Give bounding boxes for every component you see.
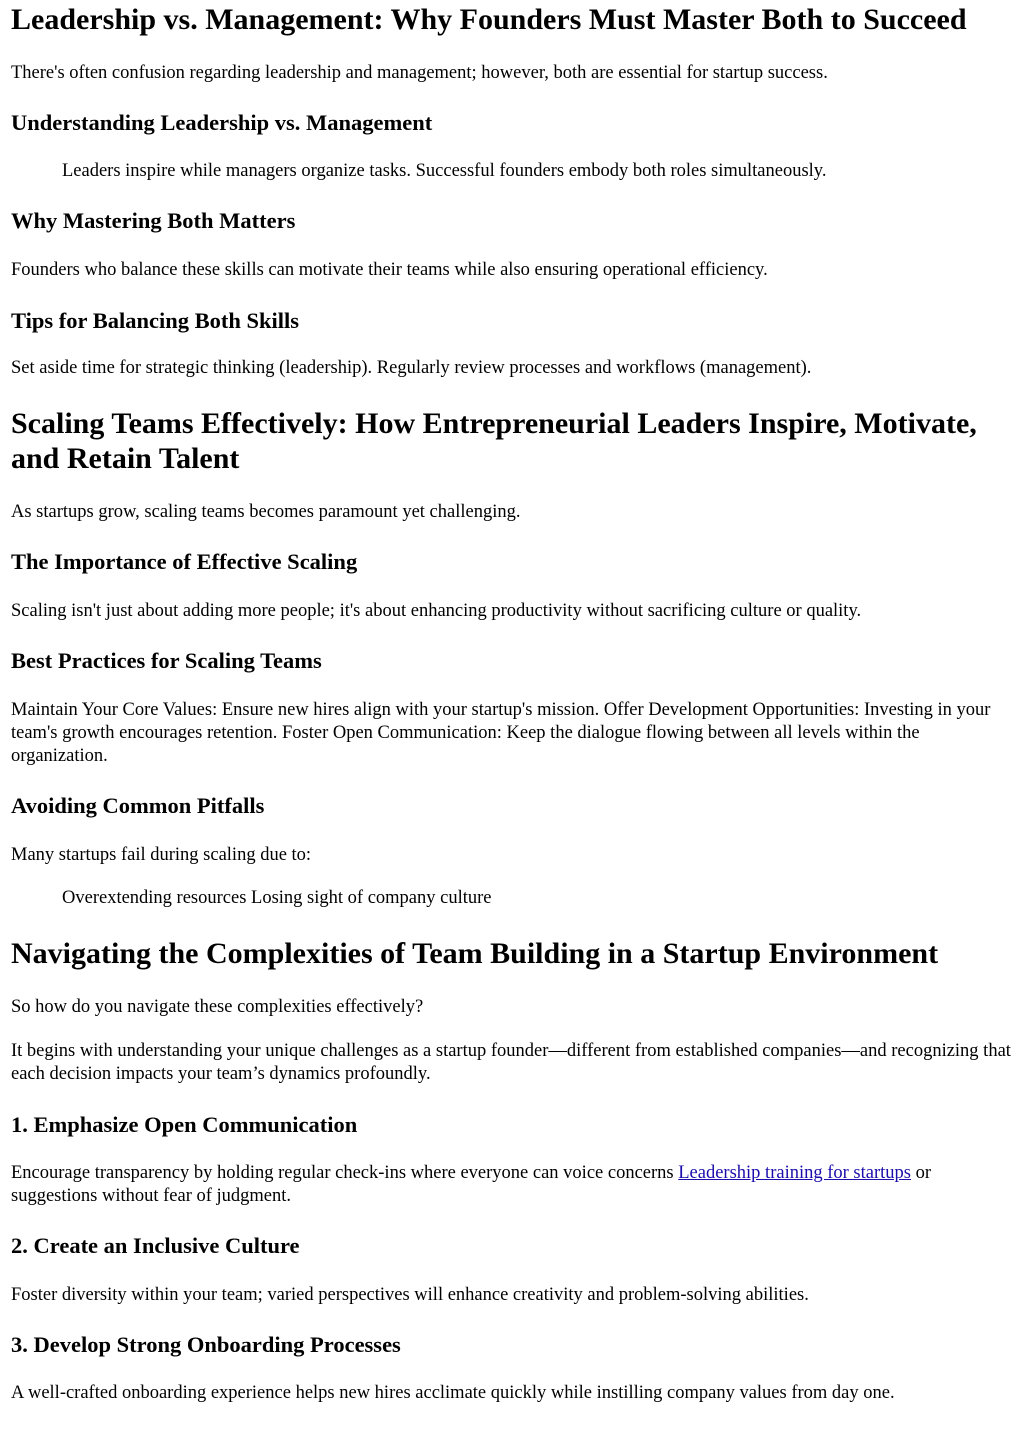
paragraph-text-after-link: or suggestions without fear of judgment. — [11, 1163, 932, 1206]
paragraph-scaling-intro: As startups grow, scaling teams becomes paramount yet challenging. — [11, 502, 521, 522]
paragraph-onboarding: A well-crafted onboarding experience helps new hires acclimate quickly while instilling company values from day one. — [11, 1383, 895, 1403]
leadership-training-link[interactable]: Leadership training for startups — [678, 1163, 911, 1183]
subheading-understanding: Understanding Leadership vs. Management — [11, 110, 433, 135]
subheading-inclusive-culture: 2. Create an Inclusive Culture — [11, 1233, 300, 1258]
paragraph-open-communication — [11, 1162, 1013, 1208]
paragraph-navigate-question: So how do you navigate these complexities effectively? — [11, 997, 424, 1017]
subheading-importance-scaling: The Importance of Effective Scaling — [11, 549, 358, 574]
paragraph-navigate-detail: It begins with understanding your unique challenges as a startup founder—different from established companies—and recognizing that each decision impacts your team’s dynamics profoundly. — [11, 1041, 1011, 1084]
paragraph-inclusive-culture: Foster diversity within your team; varied perspectives will enhance creativity and problem-solving abilities. — [11, 1285, 809, 1305]
paragraph-tips: Set aside time for strategic thinking (leadership). Regularly review processes and workflows (management). — [11, 358, 812, 378]
paragraph-best-practices: Maintain Your Core Values: Ensure new hires align with your startup's mission. Offer Development Opportunities: Investing in your team's growth encourages retention. Foster Open Communication: Keep the dialogue flowing between all levels within the organization. — [11, 700, 991, 766]
section-heading-team-building: Navigating the Complexities of Team Building in a Startup Environment — [11, 937, 939, 970]
subheading-tips: Tips for Balancing Both Skills — [11, 308, 300, 333]
blockquote-understanding: Leaders inspire while managers organize tasks. Successful founders embody both roles simultaneously. — [62, 161, 827, 181]
article — [0, 2, 1024, 1405]
paragraph-text-before-link: Encourage transparency by holding regular check-ins where everyone can voice concerns — [11, 1163, 679, 1183]
subheading-onboarding: 3. Develop Strong Onboarding Processes — [11, 1332, 401, 1357]
section-heading-leadership-vs-management: Leadership vs. Management: Why Founders Must Master Both to Succeed — [11, 3, 967, 36]
paragraph-intro: There's often confusion regarding leadership and management; however, both are essential for startup success. — [11, 63, 828, 83]
subheading-why-mastering: Why Mastering Both Matters — [11, 208, 296, 233]
paragraph-pitfalls: Many startups fail during scaling due to: — [11, 845, 312, 865]
blockquote-pitfalls: Overextending resources Losing sight of company culture — [62, 888, 492, 908]
paragraph-importance-scaling: Scaling isn't just about adding more people; it's about enhancing productivity without sacrificing culture or quality. — [11, 601, 862, 621]
subheading-pitfalls: Avoiding Common Pitfalls — [11, 793, 265, 818]
paragraph-why-mastering: Founders who balance these skills can motivate their teams while also ensuring operational efficiency. — [11, 260, 768, 280]
subheading-open-communication: 1. Emphasize Open Communication — [11, 1112, 358, 1137]
subheading-best-practices: Best Practices for Scaling Teams — [11, 648, 322, 673]
section-heading-scaling-teams: Scaling Teams Effectively: How Entrepreneurial Leaders Inspire, Motivate, and Retain Talent — [11, 407, 977, 475]
